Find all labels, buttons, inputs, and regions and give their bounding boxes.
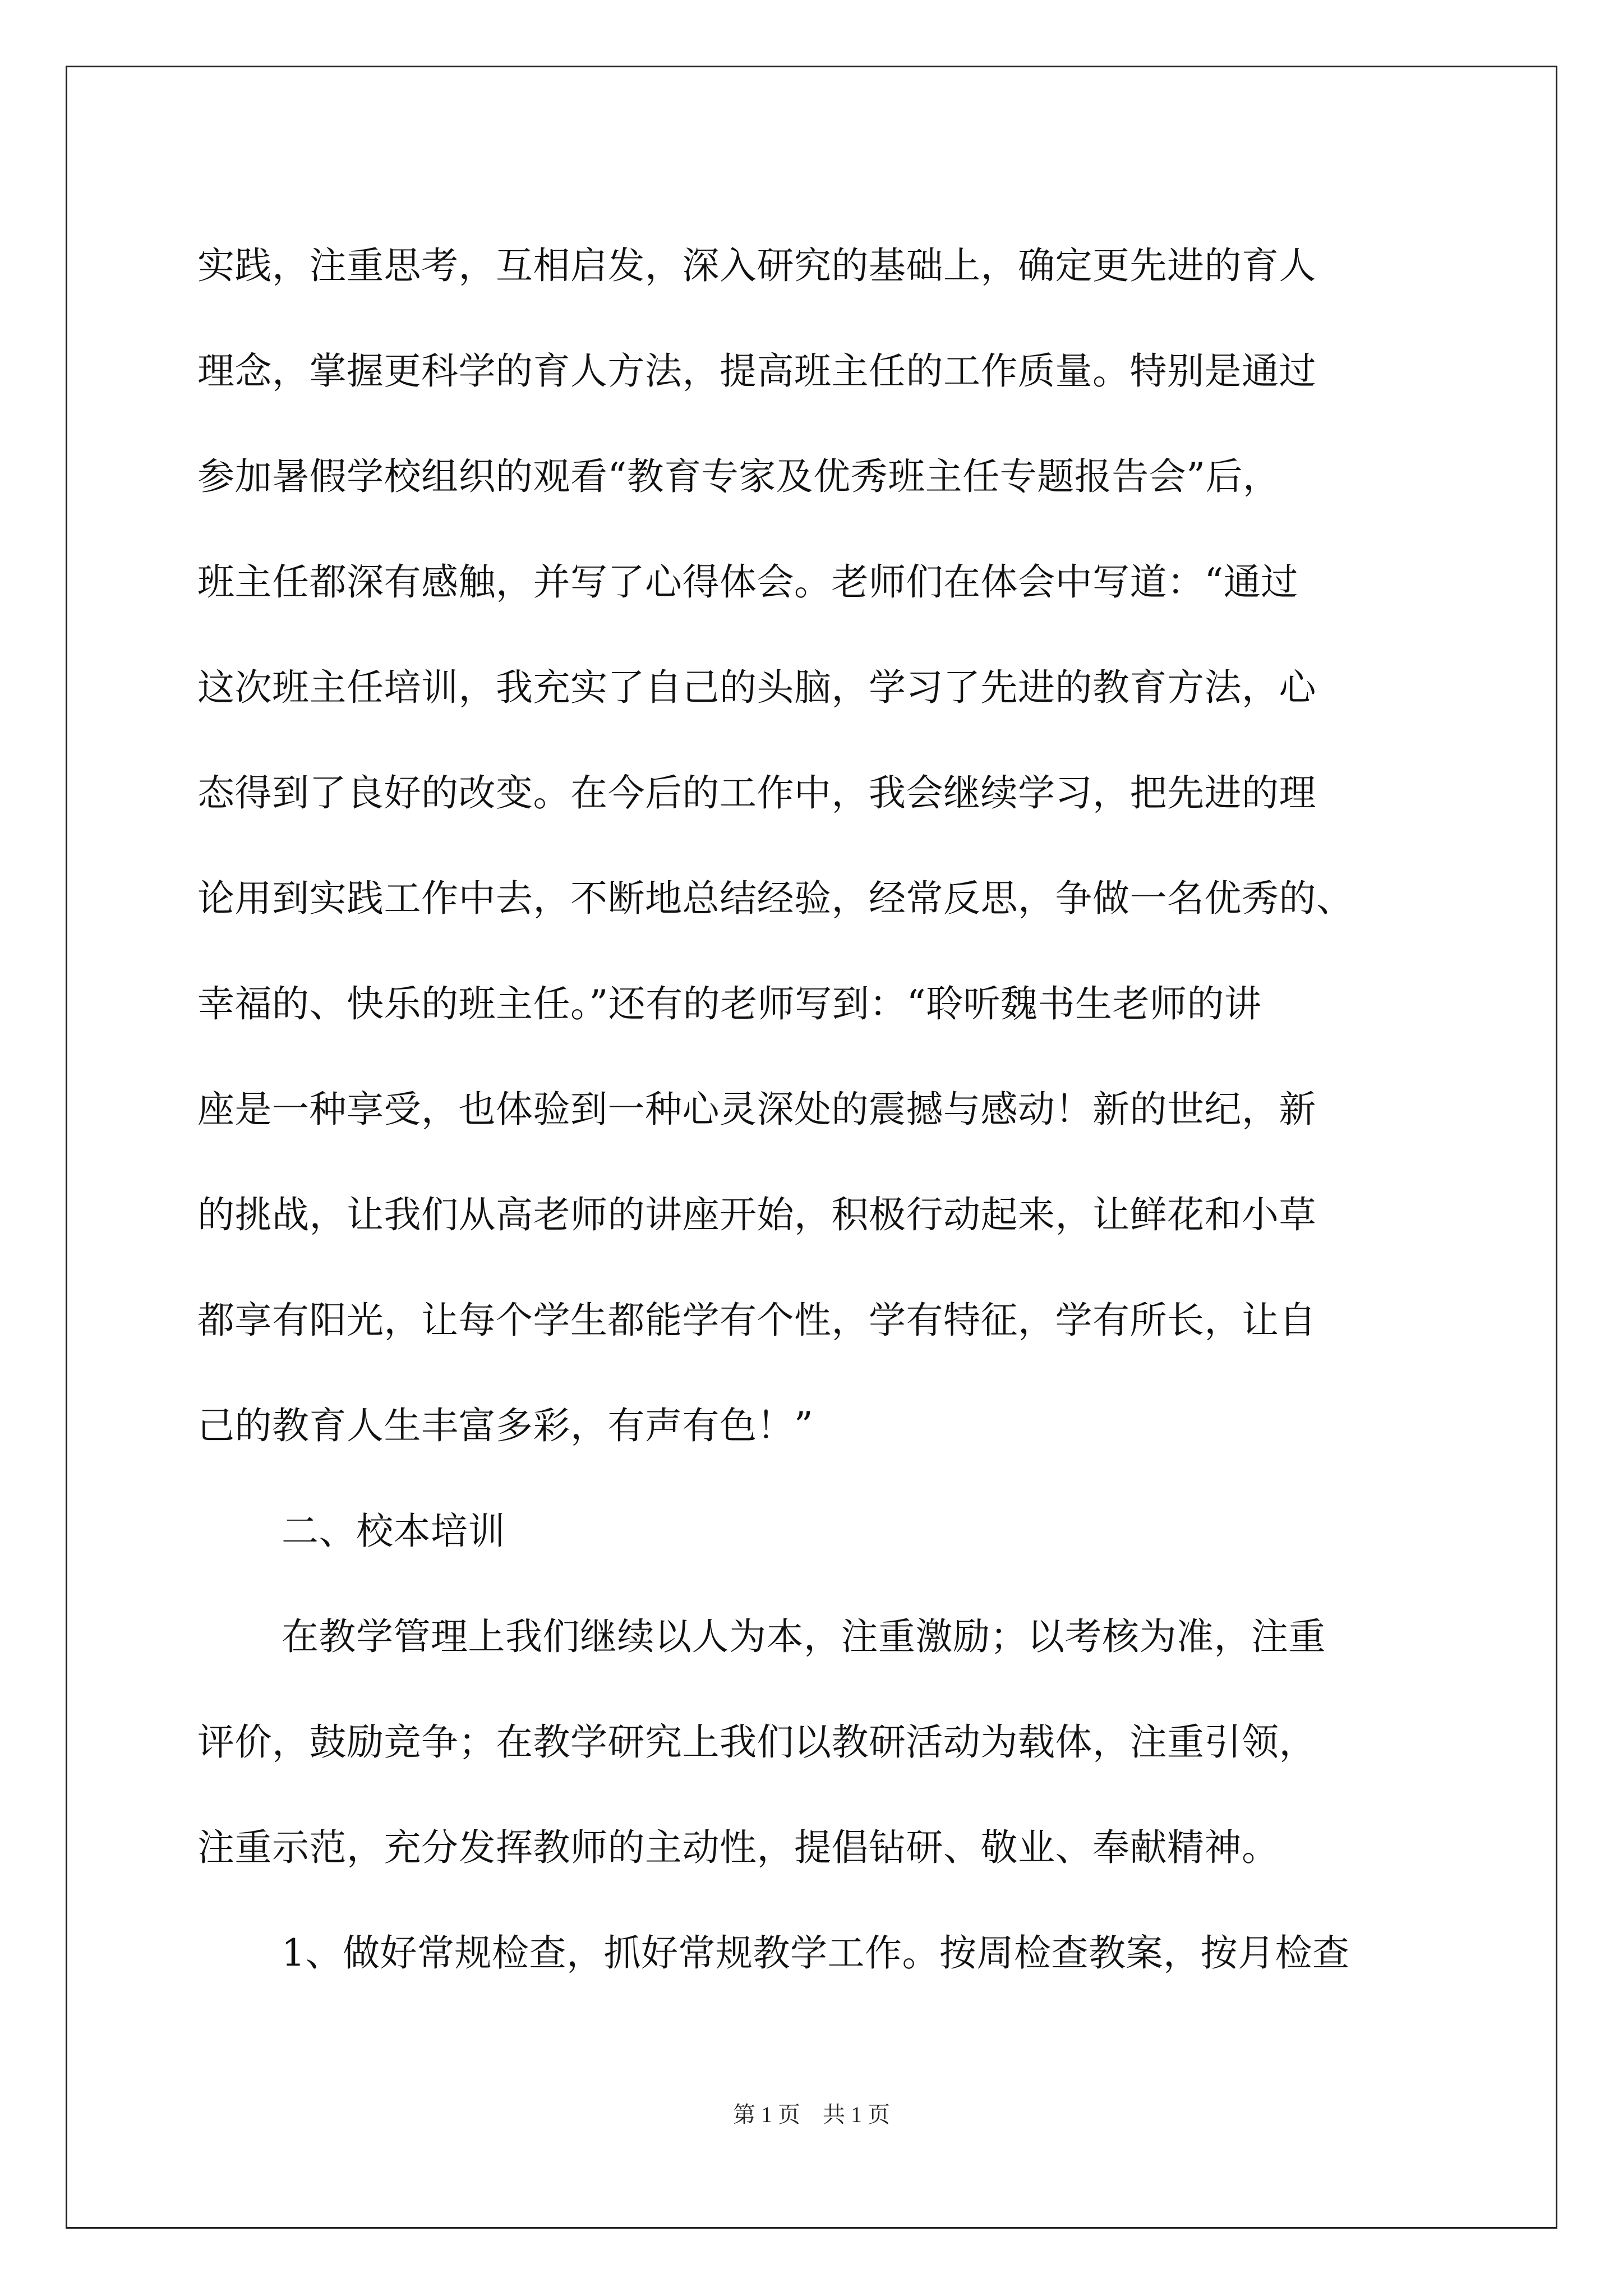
text-line: 幸福的、快乐的班主任。”还有的老师写到：“聆听魏书生老师的讲 — [197, 982, 1262, 1025]
text-line: 班主任都深有感触，并写了心得体会。老师们在体会中写道：“通过 — [197, 560, 1298, 604]
text-line: 态得到了良好的改变。在今后的工作中，我会继续学习，把先进的理 — [197, 771, 1316, 815]
text-line: 注重示范，充分发挥教师的主动性，提倡钻研、敬业、奉献精神。 — [197, 1826, 1279, 1869]
text-line: 论用到实践工作中去，不断地总结经验，经常反思，争做一名优秀的、 — [197, 877, 1354, 920]
text-line: 理念，掌握更科学的育人方法，提高班主任的工作质量。特别是通过 — [197, 349, 1316, 393]
text-line: 己的教育人生丰富多彩，有声有色！” — [197, 1404, 814, 1447]
text-line: 1、做好常规检查，抓好常规教学工作。按周检查教案，按月检查 — [282, 1931, 1350, 1975]
text-line: 实践，注重思考，互相启发，深入研究的基础上，确定更先进的育人 — [197, 244, 1316, 287]
text-line: 参加暑假学校组织的观看“教育专家及优秀班主任专题报告会”后， — [197, 455, 1280, 498]
document-body — [197, 213, 1465, 2006]
text-line: 二、校本培训 — [282, 1510, 505, 1553]
text-line: 在教学管理上我们继续以人为本，注重激励；以考核为准，注重 — [282, 1615, 1326, 1658]
text-line: 都享有阳光，让每个学生都能学有个性，学有特征，学有所长，让自 — [197, 1299, 1316, 1342]
text-line: 评价，鼓励竞争；在教学研究上我们以教研活动为载体，注重引领， — [197, 1720, 1316, 1764]
page-footer: 第 1 页 共 1 页 — [733, 2102, 890, 2127]
text-line: 的挑战，让我们从高老师的讲座开始，积极行动起来，让鲜花和小草 — [197, 1193, 1316, 1236]
text-line: 这次班主任培训，我充实了自己的头脑，学习了先进的教育方法，心 — [197, 666, 1316, 709]
text-line: 座是一种享受，也体验到一种心灵深处的震撼与感动！新的世纪，新 — [197, 1088, 1316, 1131]
